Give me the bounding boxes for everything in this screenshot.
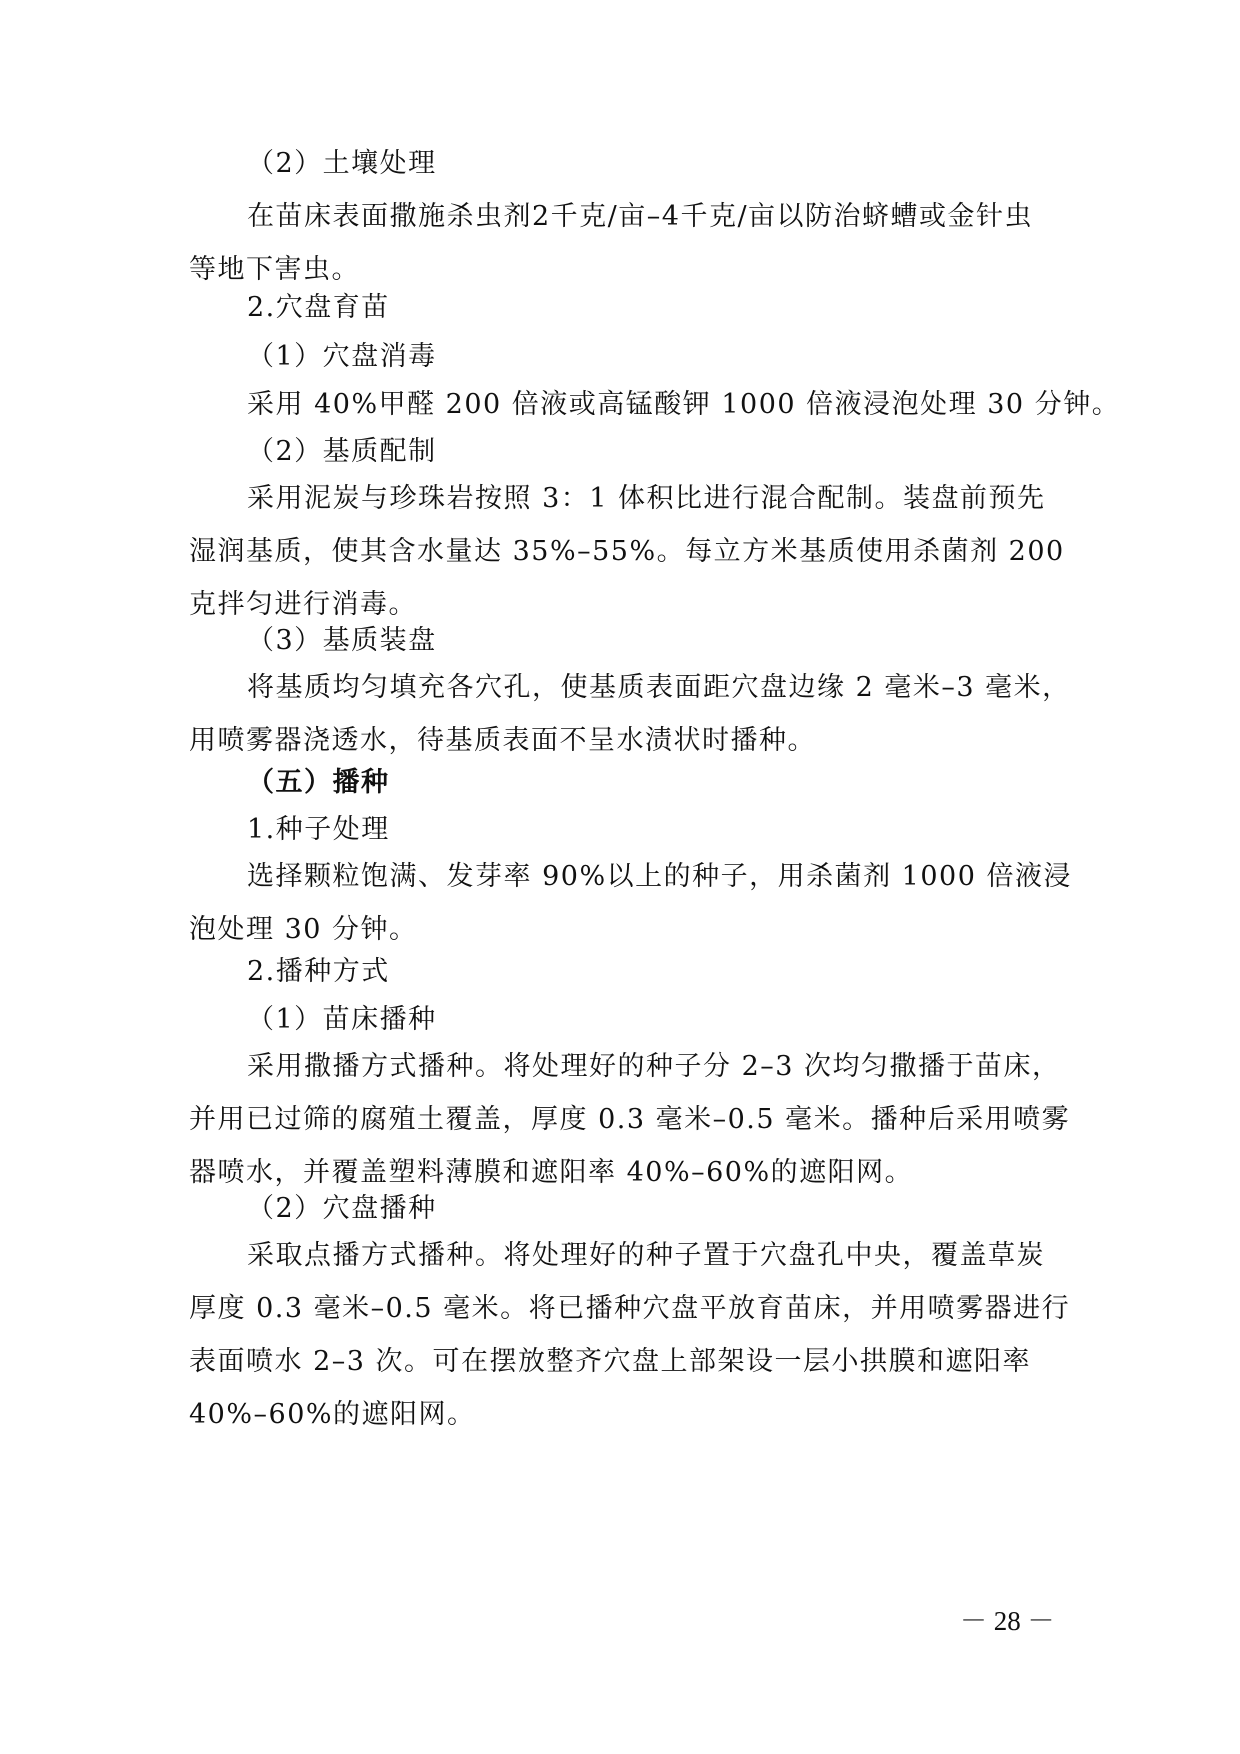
paragraph-line: 湿润基质，使其含水量达 35%–55%。每立方米基质使用杀菌剂 200 bbox=[189, 536, 1065, 567]
paragraph-tray-sowing bbox=[189, 1229, 1071, 1441]
section-heading-soil-treatment: （2）土壤处理 bbox=[247, 148, 437, 179]
paragraph-line: 采用泥炭与珍珠岩按照 3：1 体积比进行混合配制。装盘前预先 bbox=[247, 483, 1046, 514]
section-heading-tray-sowing: （2）穴盘播种 bbox=[247, 1193, 437, 1224]
paragraph-line: 采用撒播方式播种。将处理好的种子分 2–3 次均匀撒播于苗床， bbox=[247, 1051, 1061, 1082]
paragraph-seedbed-sowing bbox=[189, 1040, 1071, 1199]
section-heading-substrate-mix: （2）基质配制 bbox=[247, 436, 437, 467]
paragraph-line: 采取点播方式播种。将处理好的种子置于穴盘孔中央，覆盖草炭 bbox=[247, 1240, 1045, 1271]
paragraph-line: 用喷雾器浇透水，待基质表面不呈水渍状时播种。 bbox=[189, 725, 816, 756]
section-heading-tray-disinfection: （1）穴盘消毒 bbox=[247, 341, 437, 372]
page-number: － 28 － bbox=[960, 1606, 1055, 1636]
paragraph-line: 在苗床表面撒施杀虫剂2千克/亩–4千克/亩以防治蛴螬或金针虫 bbox=[247, 201, 1034, 232]
section-heading-substrate-fill: （3）基质装盘 bbox=[247, 625, 437, 656]
section-heading-seedbed-sowing: （1）苗床播种 bbox=[247, 1004, 437, 1035]
paragraph-line: 表面喷水 2–3 次。可在摆放整齐穴盘上部架设一层小拱膜和遮阳率 bbox=[189, 1346, 1032, 1377]
paragraph-tray-disinfection bbox=[189, 378, 1121, 431]
paragraph-line: 40%–60%的遮阳网。 bbox=[189, 1399, 476, 1430]
section-heading-seed-treatment: 1.种子处理 bbox=[247, 814, 390, 845]
paragraph-line: 克拌匀进行消毒。 bbox=[189, 589, 417, 620]
section-heading-tray-seedling: 2.穴盘育苗 bbox=[247, 292, 390, 323]
paragraph-line: 选择颗粒饱满、发芽率 90%以上的种子，用杀菌剂 1000 倍液浸 bbox=[247, 861, 1072, 892]
paragraph-line: 器喷水，并覆盖塑料薄膜和遮阳率 40%–60%的遮阳网。 bbox=[189, 1157, 914, 1188]
paragraph-seed-treatment bbox=[189, 850, 1072, 956]
paragraph-substrate-mix bbox=[189, 472, 1065, 631]
section-heading-sowing: （五）播种 bbox=[247, 767, 390, 798]
paragraph-line: 厚度 0.3 毫米–0.5 毫米。将已播种穴盘平放育苗床，并用喷雾器进行 bbox=[189, 1293, 1071, 1324]
paragraph-line: 采用 40%甲醛 200 倍液或高锰酸钾 1000 倍液浸泡处理 30 分钟。 bbox=[247, 389, 1121, 420]
section-heading-sowing-method: 2.播种方式 bbox=[247, 956, 390, 987]
paragraph-line: 等地下害虫。 bbox=[189, 254, 360, 285]
paragraph-substrate-fill bbox=[189, 661, 1071, 767]
paragraph-line: 并用已过筛的腐殖土覆盖，厚度 0.3 毫米–0.5 毫米。播种后采用喷雾 bbox=[189, 1104, 1071, 1135]
paragraph-line: 将基质均匀填充各穴孔，使基质表面距穴盘边缘 2 毫米–3 毫米， bbox=[247, 672, 1071, 703]
paragraph-line: 泡处理 30 分钟。 bbox=[189, 914, 418, 945]
